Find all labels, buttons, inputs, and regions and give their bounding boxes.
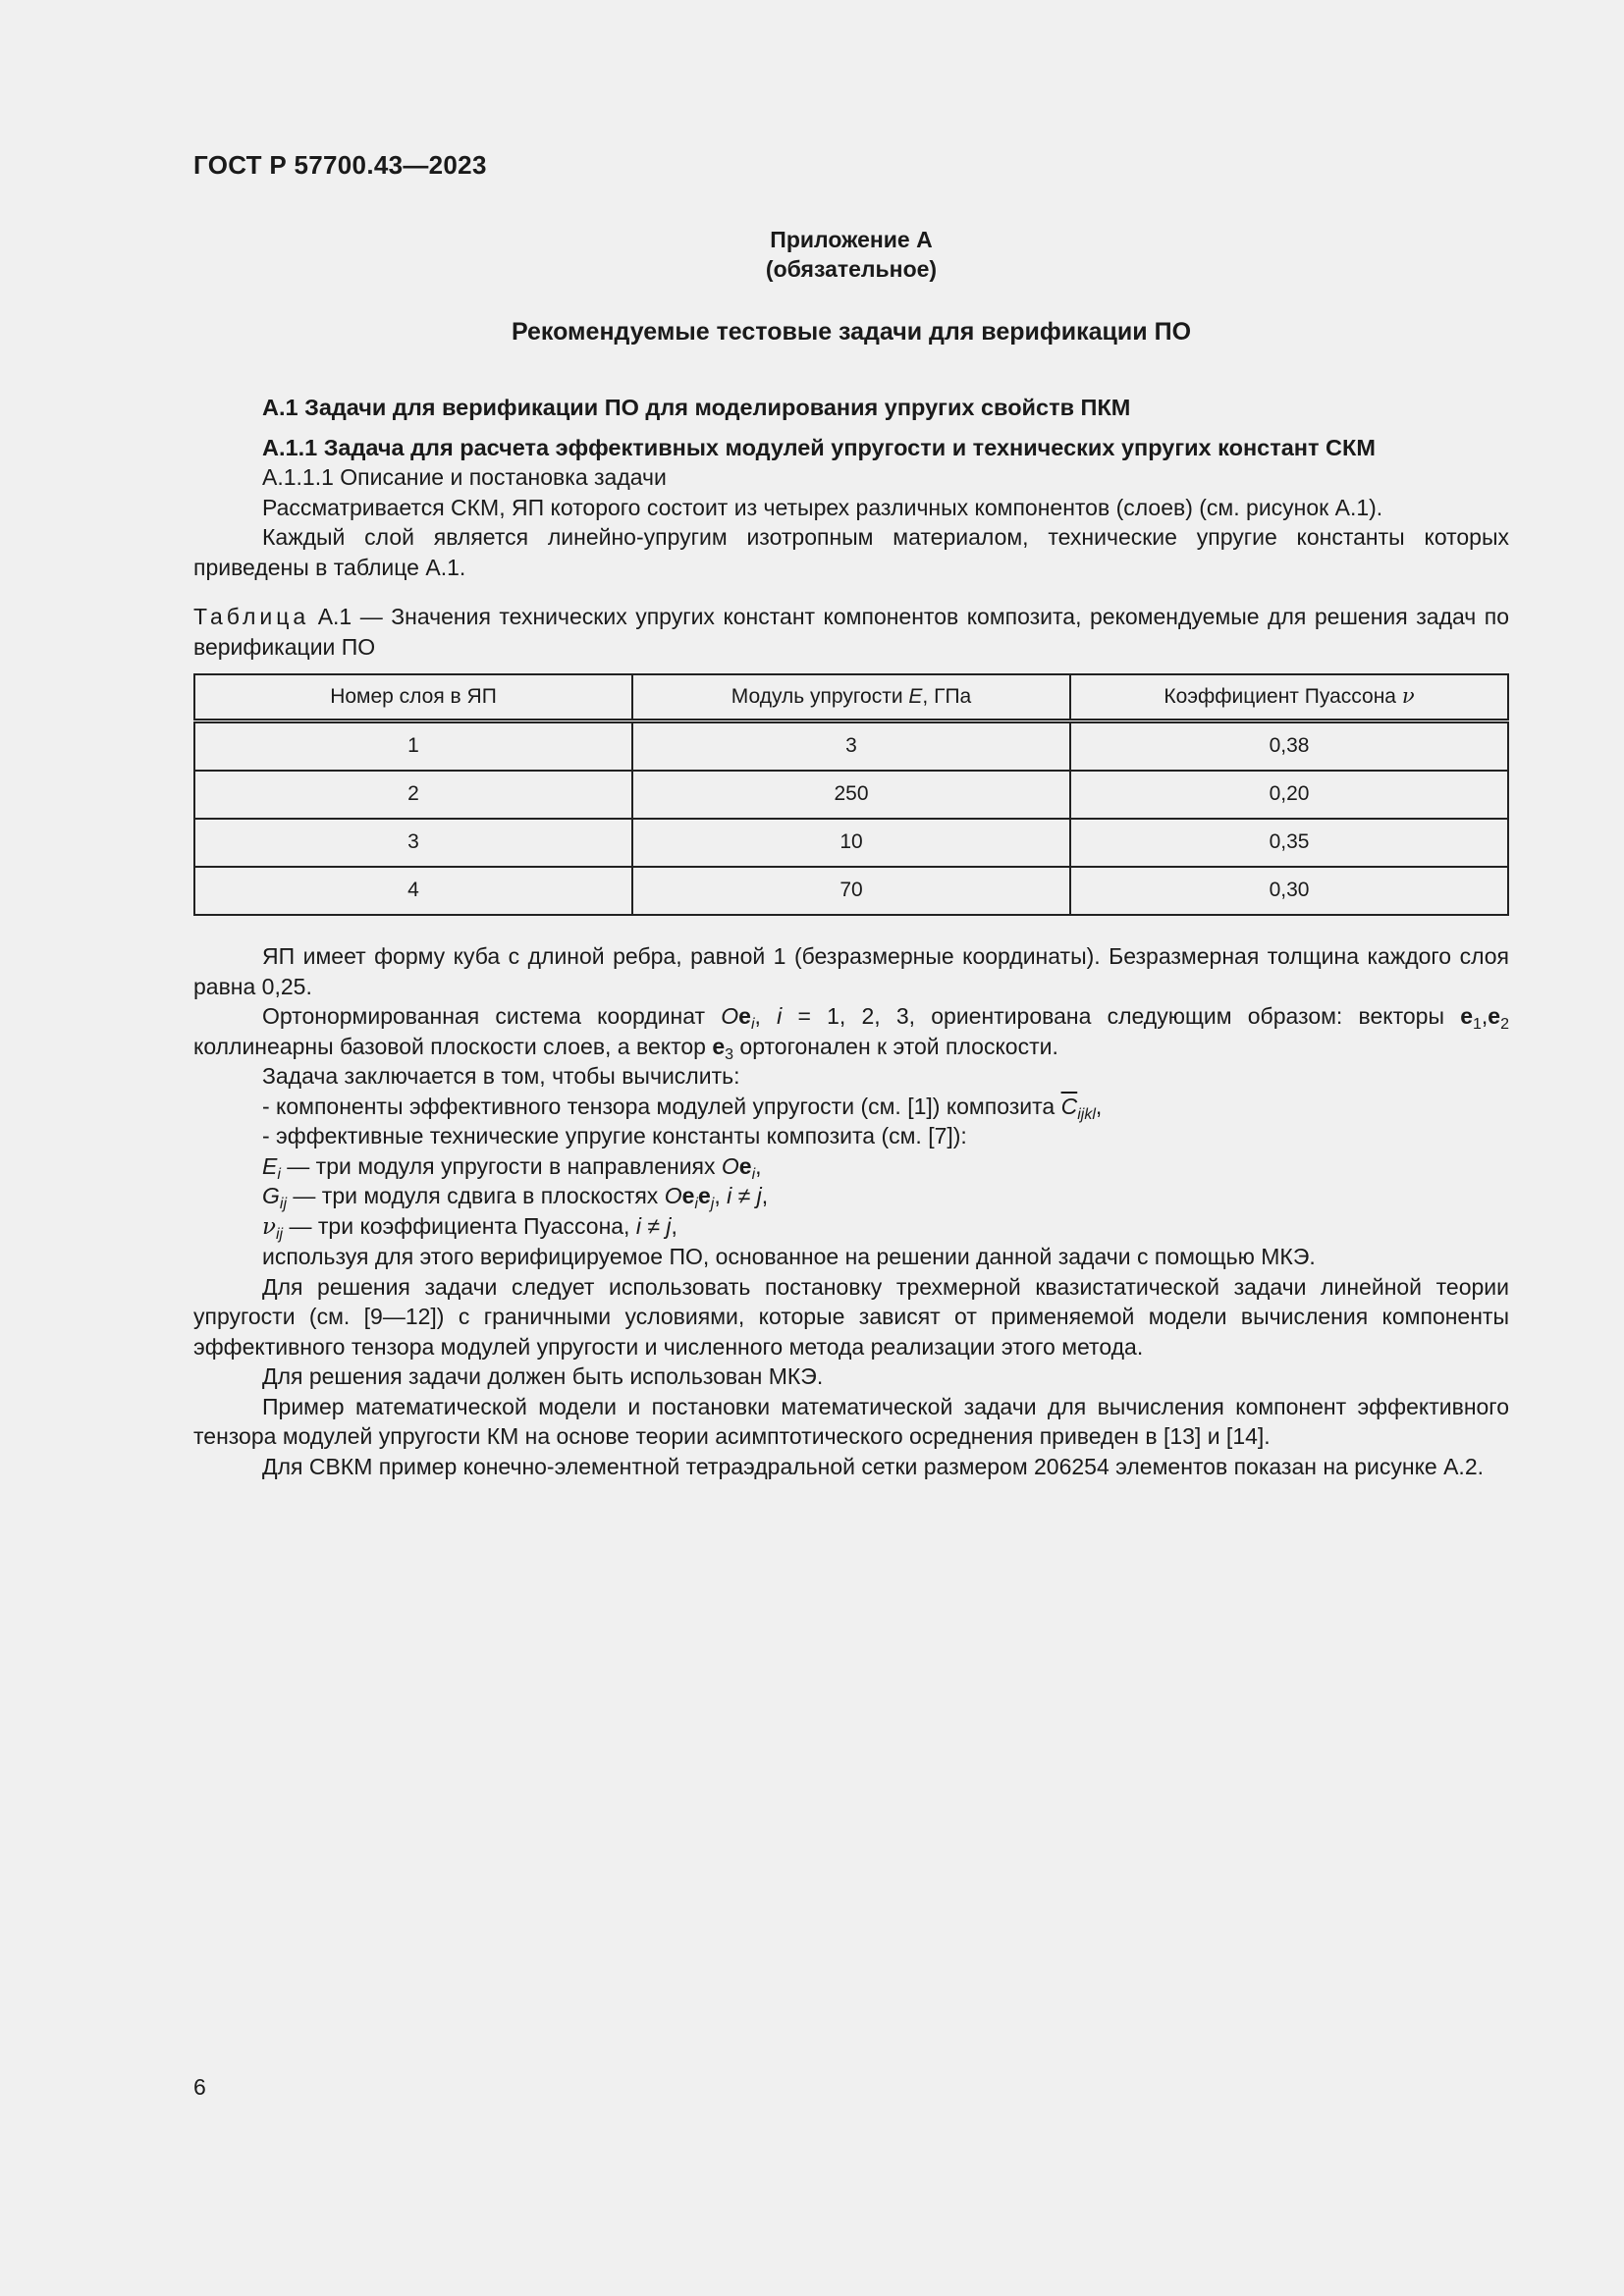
paragraph-cube: ЯП имеет форму куба с длиной ребра, равной 1 (безразмерные координаты). Безразмерная толщина каждого слоя равна 0,25. xyxy=(193,943,1509,999)
intro-paragraph-2: Каждый слой является линейно-упругим изотропным материалом, технические упругие константы которых приведены в таблице А.1. xyxy=(193,524,1509,580)
cell-layer: 2 xyxy=(194,771,632,819)
paragraph-shear: $G_{ij}$ — три модуля сдвига в плоскостях $Oe_ie_j$, i ≠ j, xyxy=(262,1183,769,1212)
table-row xyxy=(194,771,1508,819)
table-header-row xyxy=(194,674,1508,721)
paragraph-task: Задача заключается в том, чтобы вычислить: xyxy=(262,1063,740,1089)
standard-code: ГОСТ Р 57700.43—2023 xyxy=(193,150,487,180)
elastic-constants-table xyxy=(193,673,1509,916)
cell-layer: 3 xyxy=(194,819,632,867)
cell-modulus: 70 xyxy=(632,867,1070,915)
main-title: Рекомендуемые тестовые задачи для верификации ПО xyxy=(511,318,1192,346)
appendix-status: (обязательное) xyxy=(765,256,938,282)
cell-layer: 1 xyxy=(194,721,632,772)
cell-modulus: 3 xyxy=(632,721,1070,772)
page-number: 6 xyxy=(193,2074,206,2100)
table-row xyxy=(194,867,1508,915)
table-caption-prefix: Таблица xyxy=(193,604,310,629)
header-modulus: Модуль упругости E, ГПа xyxy=(632,674,1070,721)
cell-poisson: 0,38 xyxy=(1070,721,1508,772)
appendix-title: Приложение А xyxy=(770,227,933,252)
paragraph-young: $E_i$ — три модуля упругости в направлениях $Oe_i$, xyxy=(262,1152,762,1183)
table-row xyxy=(194,721,1508,772)
paragraph-method: Для решения задачи следует использовать постановку трехмерной квазистатической задачи линейной теории упругости (см. [9—12]) с граничными условиями, которые зависят от применяемой модели вычисления компоненты эффективного тензора модулей упругости и численного метода реализации этого метода. xyxy=(193,1273,1509,1360)
intro-paragraph-1: Рассматривается СКМ, ЯП которого состоит из четырех различных компонентов (слоев) (см. рисунок А.1). xyxy=(262,494,1383,520)
paragraph-mesh: Для СВКМ пример конечно-элементной тетраэдральной сетки размером 206254 элементов показан на рисунке А.2. xyxy=(262,1453,1484,1479)
paragraph-poisson: $\nu_{ij}$ — три коэффициента Пуассона, i ≠ j, xyxy=(262,1212,677,1243)
paragraph-using: используя для этого верифицируемое ПО, основанное на решении данной задачи с помощью МКЭ. xyxy=(262,1244,1316,1269)
header-layer: Номер слоя в ЯП xyxy=(194,674,632,721)
paragraph-example: Пример математической модели и постановки математической задачи для вычисления компонент эффективного тензора модулей упругости КМ на основе теории асимптотического осреднения приведен в [13] и [14]. xyxy=(193,1393,1509,1449)
header-poisson: Коэффициент Пуассона ν xyxy=(1070,674,1508,721)
cell-modulus: 250 xyxy=(632,771,1070,819)
cell-modulus: 10 xyxy=(632,819,1070,867)
cell-poisson: 0,20 xyxy=(1070,771,1508,819)
section-a11-heading: А.1.1 Задача для расчета эффективных модулей упругости и технических упругих констант СКМ xyxy=(262,434,1376,460)
section-a1-heading: А.1 Задачи для верификации ПО для моделирования упругих свойств ПКМ xyxy=(262,395,1131,420)
cell-poisson: 0,35 xyxy=(1070,819,1508,867)
section-a111-heading: А.1.1.1 Описание и постановка задачи xyxy=(262,464,667,490)
paragraph-coordinates: Ортонормированная система координат $Oe_i$, i = 1, 2, 3, ориентирована следующим образом: векторы $e_1,e_2$ коллинеарны базовой плоскости слоев, а вектор $e_3$ ортогонален к этой плоскости. xyxy=(193,1003,1509,1063)
appendix-heading xyxy=(193,225,1509,284)
paragraph-constants: - эффективные технические упругие константы композита (см. [7]): xyxy=(262,1123,967,1148)
table-caption-text: А.1 — Значения технических упругих констант компонентов композита, рекомендуемые для решения задач по верификации ПО xyxy=(193,604,1510,660)
paragraph-tensor: - компоненты эффективного тензора модулей упругости (см. [1]) композита $\overline{C}_{ijkl}$, xyxy=(262,1093,1103,1123)
table-row xyxy=(194,819,1508,867)
table-caption xyxy=(193,602,1509,662)
document-body xyxy=(193,393,1509,1481)
paragraph-fem: Для решения задачи должен быть использован МКЭ. xyxy=(262,1363,824,1389)
cell-layer: 4 xyxy=(194,867,632,915)
cell-poisson: 0,30 xyxy=(1070,867,1508,915)
